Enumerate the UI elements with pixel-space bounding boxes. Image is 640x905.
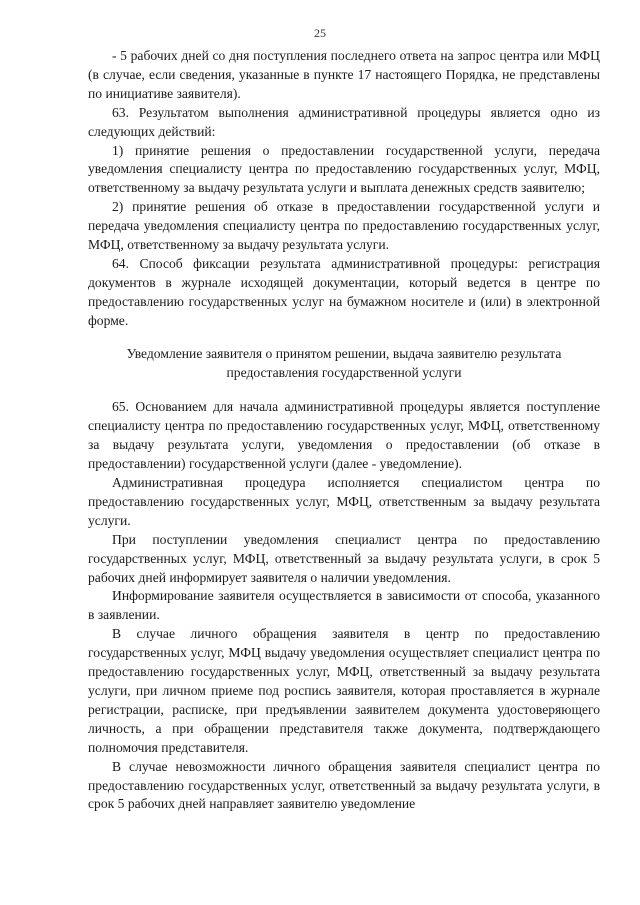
- paragraph-64: 64. Способ фиксации результата административной процедуры: регистрация документов в журнале исходящей документации, который ведется в центре по предоставлению государственных услуг на бумажном носителе и (или) в электронной форме.: [88, 255, 600, 328]
- paragraph-procedure-executor: Административная процедура исполняется специалистом центра по предоставлению государственных услуг, МФЦ, ответственным за выдачу результата услуги.: [88, 475, 600, 528]
- paragraph-deadline-5-days: - 5 рабочих дней со дня поступления последнего ответа на запрос центра или МФЦ (в случае, если сведения, указанные в пункте 17 настоящего Порядка, не представлены по инициативе заявителя).: [88, 48, 600, 101]
- section-heading: [88, 345, 600, 383]
- paragraph-63-item-2: 2) принятие решения об отказе в предоставлении государственной услуги и передача уведомления специалисту центра по предоставлению государственных услуг, МФЦ, ответственному за выдачу результата услуги.: [88, 199, 600, 253]
- paragraph-notification-receipt: При поступлении уведомления специалист центра по предоставлению государственных услуг, МФЦ, ответственный за выдачу результата услуги, в срок 5 рабочих дней информирует заявителя о наличии уведомления.: [88, 531, 600, 585]
- paragraph-65: 65. Основанием для начала административной процедуры является поступление специалисту центра по предоставлению государственных услуг, МФЦ, ответственному за выдачу результата услуги, уведомления о предоставлении (об отказе в предоставлении) государственной услуги (далее - уведомление).: [88, 399, 600, 472]
- document-body: [88, 47, 600, 814]
- section-heading-line-1: Уведомление заявителя о принятом решении, выдача заявителю результата: [126, 345, 562, 361]
- paragraph-personal-visit: В случае личного обращения заявителя в центр по предоставлению государственных услуг, МФЦ выдачу уведомления осуществляет специалист центра по предоставлению государственных услуг, МФЦ, ответственный за выдачу результата услуги, при личном приеме под роспись заявителя, которая проставляется в журнале регистрации, расписке, при предъявлении заявителем документа удостоверяющего личность, а при обращении представителя также документа, подтверждающего полномочия представителя.: [88, 626, 600, 755]
- section-heading-line-2: предоставления государственной услуги: [226, 364, 462, 380]
- paragraph-no-personal-visit: В случае невозможности личного обращения заявителя специалист центра по предоставлению государственных услуг, ответственный за выдачу результата услуги, в срок 5 рабочих дней направляет заявителю уведомление: [88, 758, 600, 812]
- page-number: 25: [314, 26, 326, 40]
- paragraph-63: 63. Результатом выполнения административной процедуры является одно из следующих действий:: [88, 104, 600, 139]
- paragraph-informing-method: Информирование заявителя осуществляется в зависимости от способа, указанного в заявлении.: [88, 588, 600, 623]
- paragraph-63-item-1: 1) принятие решения о предоставлении государственной услуги, передача уведомления специалисту центра по предоставлению государственных услуг, МФЦ, ответственному за выдачу результата услуги и выплата денежных средств заявителю;: [88, 142, 600, 196]
